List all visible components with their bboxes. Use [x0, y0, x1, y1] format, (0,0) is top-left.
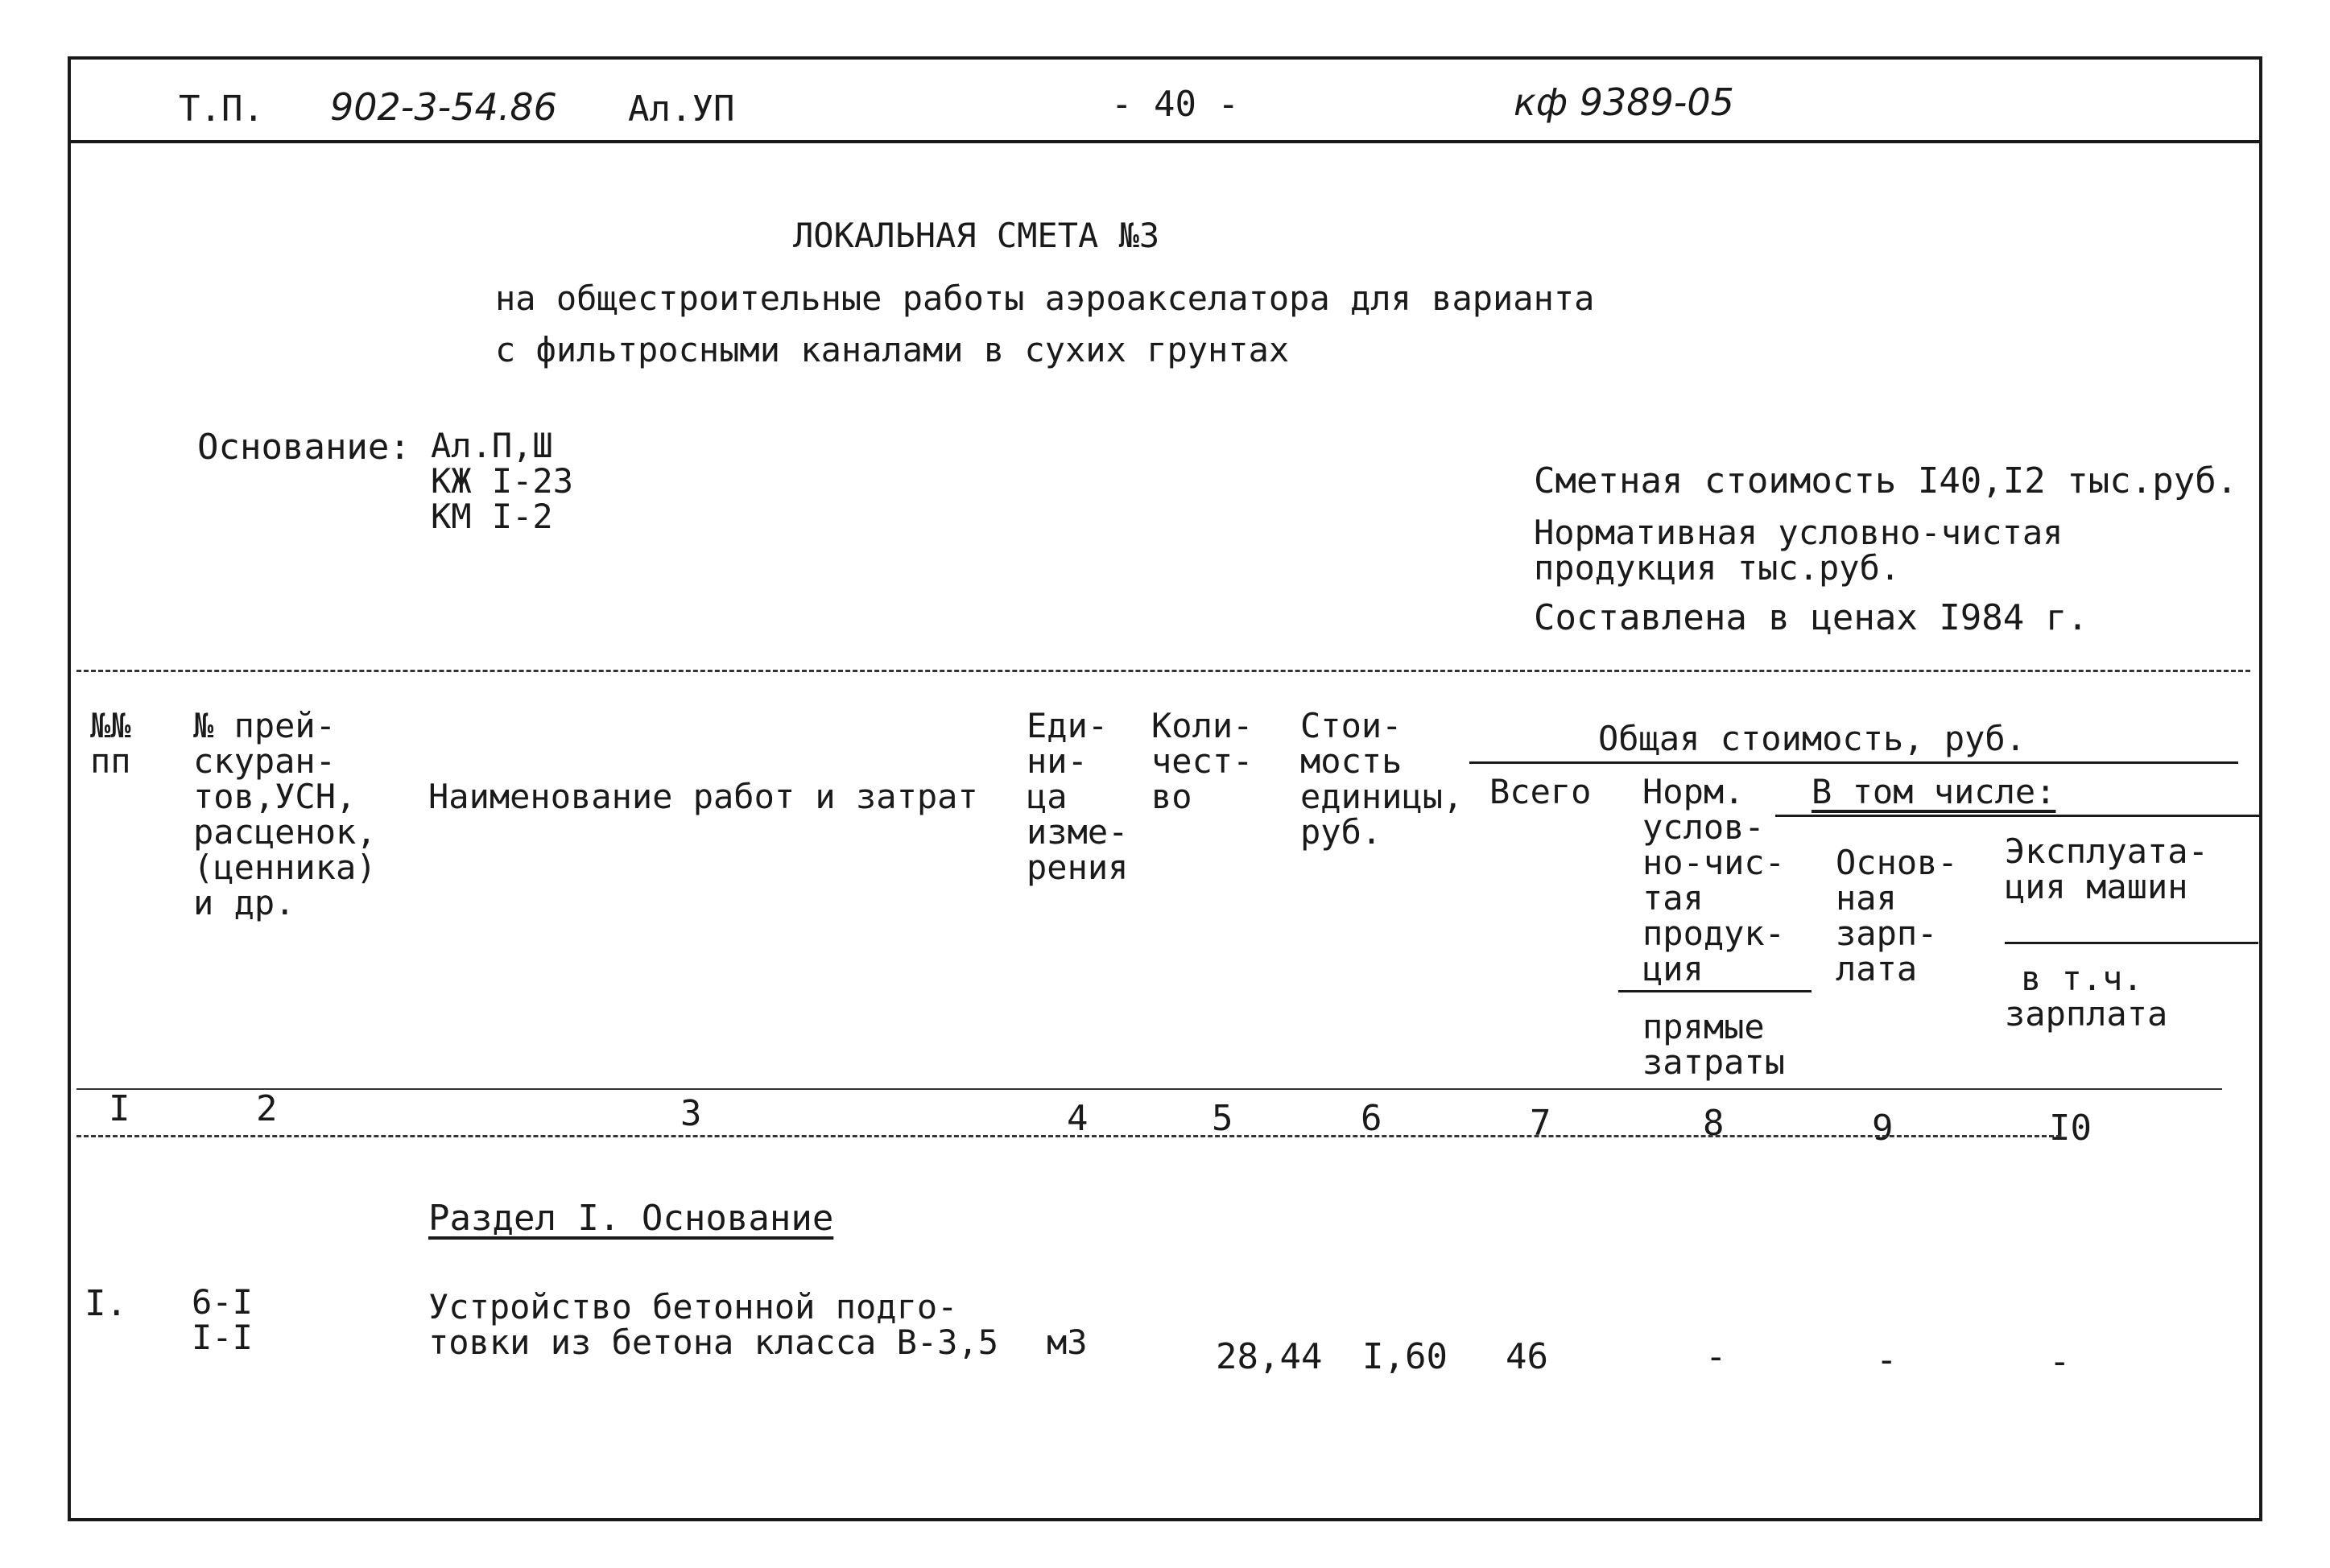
row-machines: - [2049, 1341, 2071, 1382]
header-album: Ал.УП [628, 89, 735, 130]
col-header-3: Наименование работ и затрат [428, 777, 978, 816]
basis-ref-3: КМ I-2 [431, 497, 553, 536]
row-salary: - [1876, 1339, 1898, 1380]
row-name-1: Устройство бетонной подго- [428, 1287, 958, 1327]
document-subtitle-1: на общестроительные работы аэроакселатора для варианта [495, 279, 1595, 318]
header-tp: Т.П. [179, 89, 264, 130]
basis-label: Основание: [197, 427, 411, 468]
col8-split-rule [1618, 990, 1812, 992]
col-header-incl: В том числе: [1812, 772, 2056, 811]
incl-rule [1775, 815, 2262, 817]
row-unit-cost: I,60 [1362, 1336, 1448, 1377]
page-number: - 40 - [1111, 84, 1239, 125]
normative-production-2: продукция тыс.руб. [1534, 548, 1901, 588]
numbers-bottom-rule [76, 1135, 2061, 1137]
table-top-line [76, 670, 2250, 672]
header-bottom-rule [76, 1088, 2222, 1090]
row-quantity: 28,44 [1216, 1336, 1323, 1377]
archive-number: кф 9389-05 [1514, 80, 1734, 124]
row-code-2: I-I [192, 1318, 253, 1357]
row-code-1: 6-I [192, 1282, 253, 1322]
section-title: Раздел I. Основание [428, 1198, 834, 1239]
basis-ref-1: Ал.П,Ш [431, 426, 553, 465]
group-total-rule [1469, 761, 2238, 764]
normative-production-1: Нормативная условно-чистая [1534, 513, 2064, 552]
row-total: 46 [1506, 1336, 1548, 1377]
document-subtitle-2: с фильтросными каналами в сухих грунтах [495, 330, 1290, 369]
col10-split-rule [2005, 942, 2258, 944]
price-base: Составлена в ценах I984 г. [1534, 597, 2088, 638]
basis-ref-2: КЖ I-23 [431, 461, 574, 501]
header-divider [68, 140, 2262, 143]
header-project-number: 902-3-54.86 [330, 85, 557, 129]
row-name-2: товки из бетона класса В-3,5 [428, 1322, 999, 1362]
col-header-7: Всего [1489, 772, 1592, 811]
row-number: I. [85, 1283, 127, 1324]
row-unit: м3 [1047, 1322, 1088, 1362]
row-norm: - [1705, 1336, 1727, 1377]
col-group-total: Общая стоимость, руб. [1598, 719, 2026, 758]
estimated-cost: Сметная стоимость I40,I2 тыс.руб. [1534, 460, 2238, 501]
document-title: ЛОКАЛЬНАЯ СМЕТА №3 [793, 216, 1160, 255]
